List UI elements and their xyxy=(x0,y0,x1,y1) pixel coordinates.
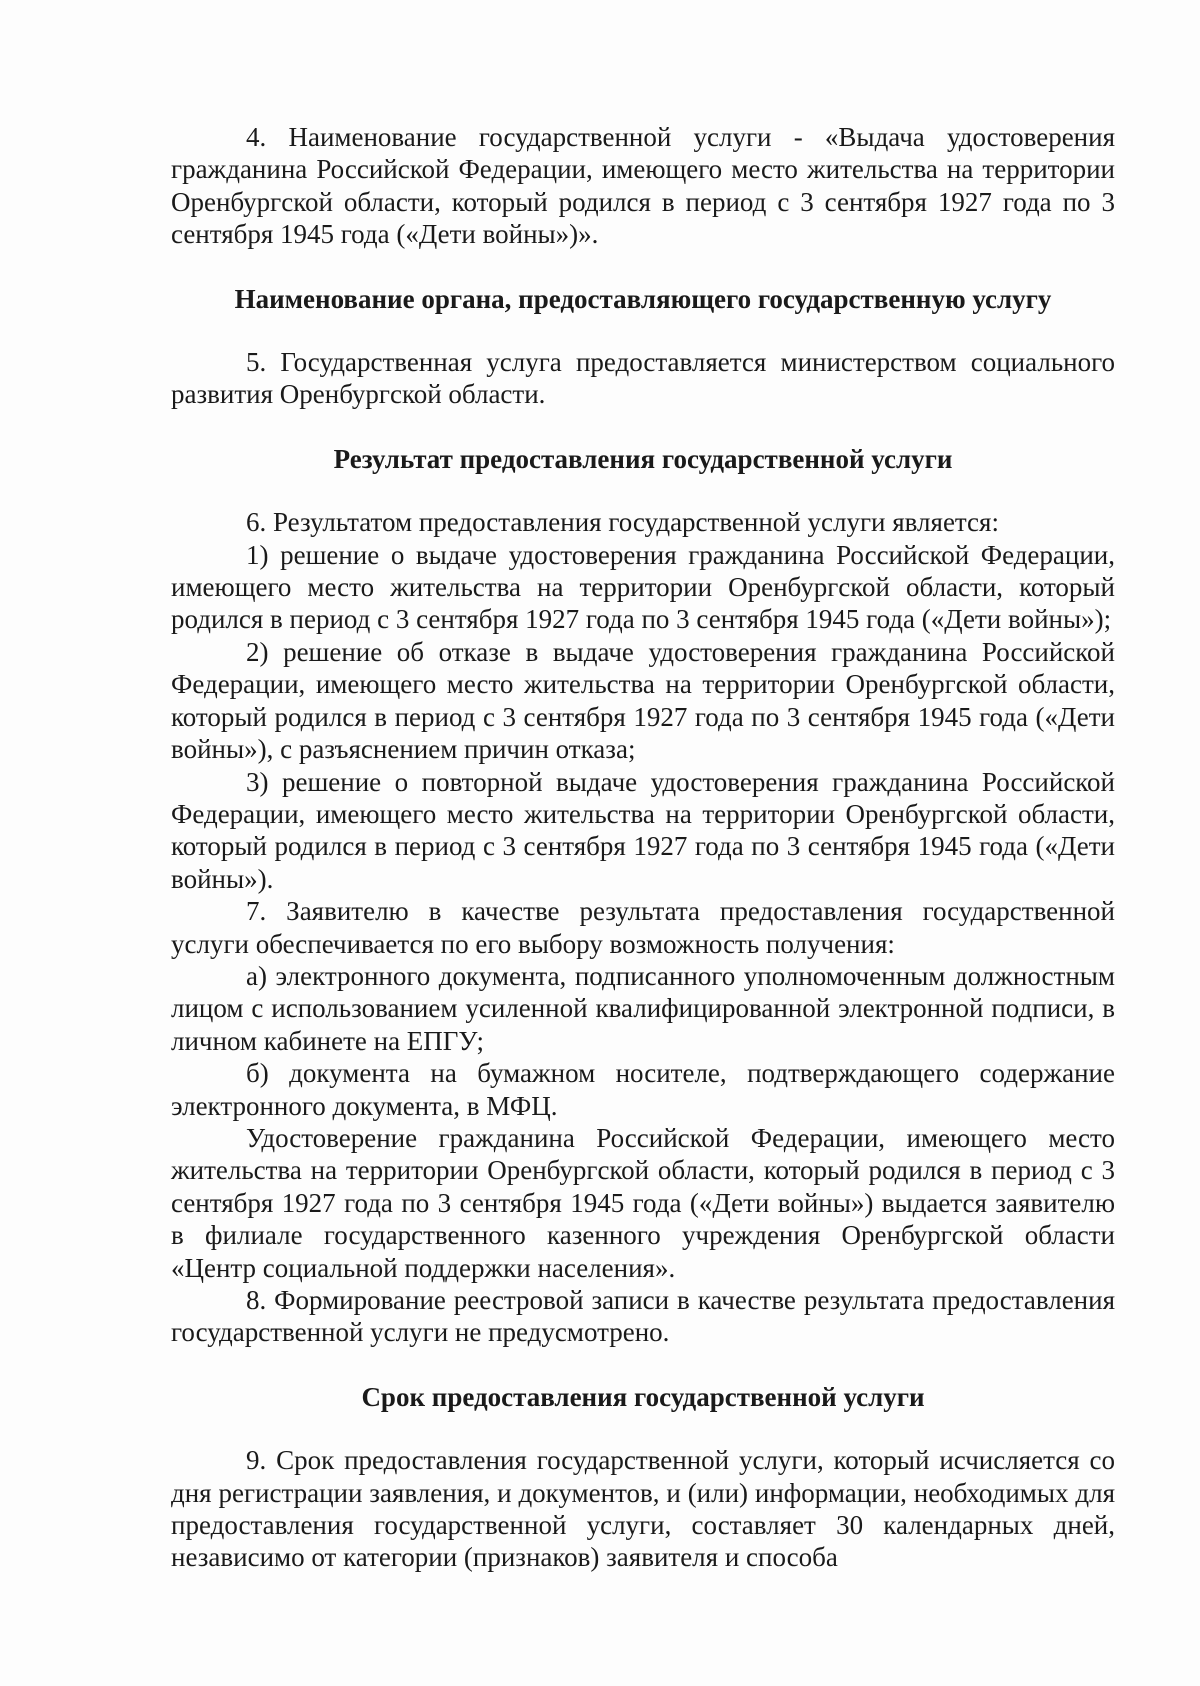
paragraph-6-item-1: 1) решение о выдаче удостоверения гражданина Российской Федерации, имеющего место жительства на территории Оренбургской области, который родился в период с 3 сентября 1927 года по 3 сентября 1945 года («Дети войны»); xyxy=(171,539,1115,635)
heading-result: Результат предоставления государственной услуги xyxy=(333,443,953,474)
heading-organ: Наименование органа, предоставляющего государственную услугу xyxy=(234,283,1052,314)
paragraph-9: 9. Срок предоставления государственной услуги, который исчисляется со дня регистрации заявления, и документов, и (или) информации, необходимых для предоставления государственной услуги, составляет 30 календарных дней, независимо от категории (признаков) заявителя и способа xyxy=(171,1445,1115,1573)
paragraph-8: 8. Формирование реестровой записи в качестве результата предоставления государственной услуги не предусмотрено. xyxy=(171,1285,1115,1348)
paragraph-6: 6. Результатом предоставления государственной услуги является: xyxy=(246,507,999,538)
paragraph-4: 4. Наименование государственной услуги - «Выдача удостоверения гражданина Российской Федерации, имеющего место жительства на территории Оренбургской области, который родился в период с 3 сентября 1927 года по 3 сентября 1945 года («Дети войны»)». xyxy=(171,122,1115,250)
paragraph-7-item-a: а) электронного документа, подписанного уполномоченным должностным лицом с использованием усиленной квалифицированной электронной подписи, в личном кабинете на ЕПГУ; xyxy=(171,960,1115,1056)
paragraph-5: 5. Государственная услуга предоставляется министерством социального развития Оренбургской области. xyxy=(171,347,1115,410)
paragraph-7-certificate: Удостоверение гражданина Российской Федерации, имеющего место жительства на территории Оренбургской области, который родился в период с 3 сентября 1927 года по 3 сентября 1945 года («Дети войны») выдается заявителю в филиале государственного казенного учреждения Оренбургской области «Центр социальной поддержки населения». xyxy=(171,1122,1115,1283)
paragraph-7-item-b: б) документа на бумажном носителе, подтверждающего содержание электронного документа, в МФЦ. xyxy=(171,1058,1115,1121)
paragraph-6-item-2: 2) решение об отказе в выдаче удостоверения гражданина Российской Федерации, имеющего место жительства на территории Оренбургской области, который родился в период с 3 сентября 1927 года по 3 сентября 1945 года («Дети войны»), с разъяснением причин отказа; xyxy=(171,636,1115,765)
document-page xyxy=(171,121,1115,1574)
paragraph-7: 7. Заявителю в качестве результата предоставления государственной услуги обеспечивается по его выбору возможность получения: xyxy=(171,896,1115,959)
heading-term: Срок предоставления государственной услуги xyxy=(361,1381,925,1412)
paragraph-6-item-3: 3) решение о повторной выдаче удостоверения гражданина Российской Федерации, имеющего место жительства на территории Оренбургской области, который родился в период с 3 сентября 1927 года по 3 сентября 1945 года («Дети войны»). xyxy=(171,766,1115,894)
